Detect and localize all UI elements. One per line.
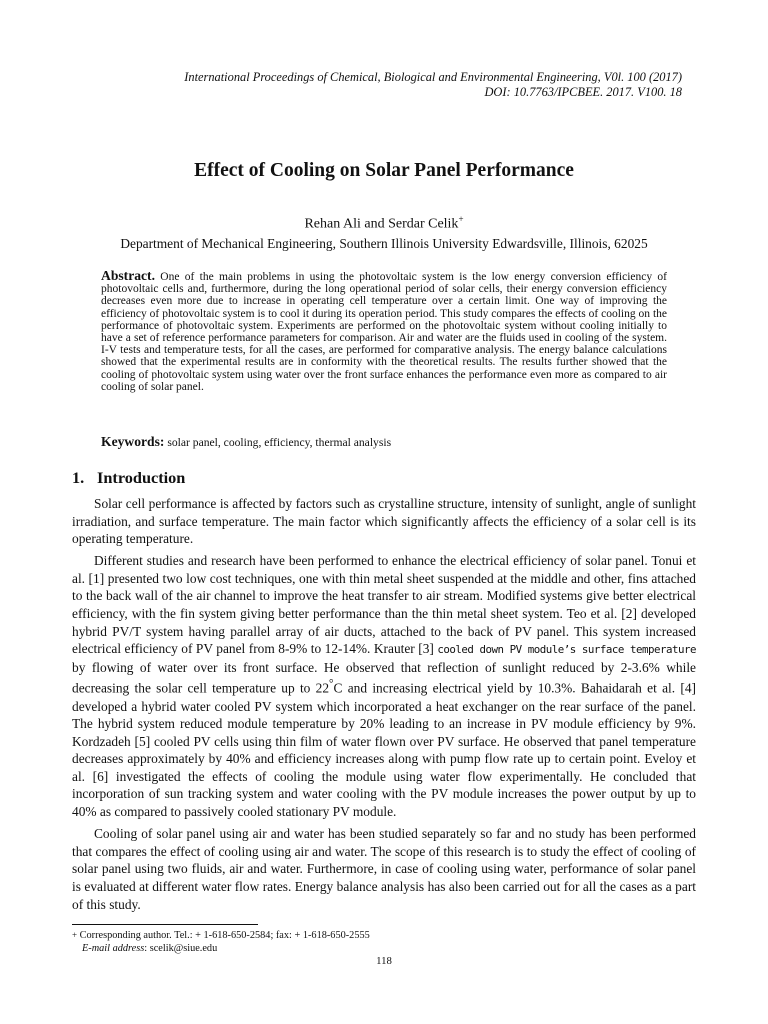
email-value: : scelik@siue.edu — [144, 943, 218, 954]
keywords-text: solar panel, cooling, efficiency, thermal analysis — [167, 436, 392, 449]
email-label: E-mail address — [82, 943, 145, 954]
abstract-text: One of the main problems in using the photovoltaic system is the low energy conversion efficiency of photovoltaic cells and, furthermore, during the long operational period of solar cells, their energy conversion efficiency decreases even more due to increase in operating cell temperature over a certain limit. One way of improving the efficiency of photovoltaic system is to cool it during its operation period. This study compares the effects of cooling on the performance of photovoltaic system. Experiments are performed on the photovoltaic system without cooling initially to have a set of reference performance parameters for comparison. Air and water are the fluids used in cooling of the system. I-V tests and temperature tests, for all the cases, are performed for comparative analysis. The energy balance calculations showed that the experimental results are in conformity with the theoretical results. The results further showed that the cooling of photovoltaic system using water over the front surface enhances the performance even more as compared to air cooling of solar panel. — [101, 271, 668, 393]
footnote-mark: + — [72, 930, 78, 940]
journal-citation: International Proceedings of Chemical, Biological and Environmental Engineering, V0l. 100 (2017) — [184, 70, 682, 84]
keywords — [101, 434, 667, 450]
paragraph-2-text-a: Different studies and research have been performed to enhance the electrical efficiency of solar panel. Tonui et al. [1] presented two low cost techniques, one with thin metal sheet suspended at the middle and other, fins attached to the back wall of the air channel to improve the heat transfer to air stream. Modified systems give better electrical efficiency, with the fin system giving better performance than the thin metal sheet system. Teo et al. [2] developed hybrid PV/T system having parallel array of air ducts, attached to the back of PV panel. This system increased electrical efficiency of PV panel from 8-9% to 12-14%. Krauter [3] — [72, 553, 696, 657]
corresponding-author-mark: + — [458, 214, 464, 224]
paragraph-2-text-c: C and increasing electrical yield by 10.3%. Bahaidarah et al. [4] developed a hybrid water cooled PV system which incorporated a heat exchanger on the rear surface of the panel. The hybrid system reduced module temperature by 20% leading to an increase in PV module efficiency by 9%. Kordzadeh [5] cooled PV cells using thin film of water flown over PV surface. He observed that panel temperature decreases approximately by 40% and efficiency increases along with pump flow rate up to certain point. Eveloy et al. [6] investigated the effects of cooling the module using water flow experimentally. He concluded that incorporation of sun tracking system and water cooling with the PV module increases the power output by up to 40% as compared to passively cooled stationary PV module. — [72, 680, 696, 820]
doi: DOI: 10.7763/IPCBEE. 2017. V100. 18 — [484, 85, 682, 99]
paragraph-2-text-b: by flowing of water over its front surface. He observed that reflection of sunlight reduced by 2-3.6% while decreasing the solar cell temperature up to 22 — [72, 659, 696, 696]
body-text — [72, 495, 696, 918]
affiliation: Department of Mechanical Engineering, Southern Illinois University Edwardsville, Illinois, 62025 — [120, 236, 648, 251]
paragraph-2-mono-text: cooled down PV module’s surface temperature — [437, 643, 696, 657]
keywords-label: Keywords: — [101, 434, 165, 449]
footnote-contact: Corresponding author. Tel.: + 1-618-650-2584; fax: + 1-618-650-2555 — [79, 930, 370, 941]
paragraph-2 — [72, 552, 696, 820]
section-heading — [72, 468, 185, 488]
journal-header — [184, 70, 682, 100]
footnote-line-2 — [72, 942, 696, 955]
page-number: 118 — [376, 955, 392, 967]
footnote — [72, 929, 696, 955]
footnote-rule — [72, 924, 258, 925]
section-title: Introduction — [97, 468, 186, 487]
degree-symbol: ° — [329, 678, 334, 691]
paper-title: Effect of Cooling on Solar Panel Performance — [194, 160, 574, 181]
section-number: 1. — [72, 468, 85, 487]
abstract-label: Abstract. — [101, 268, 155, 283]
paragraph-1: Solar cell performance is affected by factors such as crystalline structure, intensity of sunlight, angle of sunlight irradiation, and surface temperature. The main factor which significantly affects the efficiency of a solar cell is its operating temperature. — [72, 496, 696, 547]
abstract — [101, 270, 667, 393]
author-line — [0, 214, 768, 233]
author-names: Rehan Ali and Serdar Celik — [304, 216, 459, 232]
paragraph-3: Cooling of solar panel using air and water has been studied separately so far and no study has been performed that compares the effect of cooling using air and water. The scope of this research is to study the effect of cooling of solar panel using two fluids, air and water. Furthermore, in case of cooling using water, performance of solar panel is evaluated at different water flow rates. Energy balance analysis has also been carried out for all the cases as a part of this study. — [72, 826, 696, 912]
footnote-line-1 — [72, 929, 696, 942]
